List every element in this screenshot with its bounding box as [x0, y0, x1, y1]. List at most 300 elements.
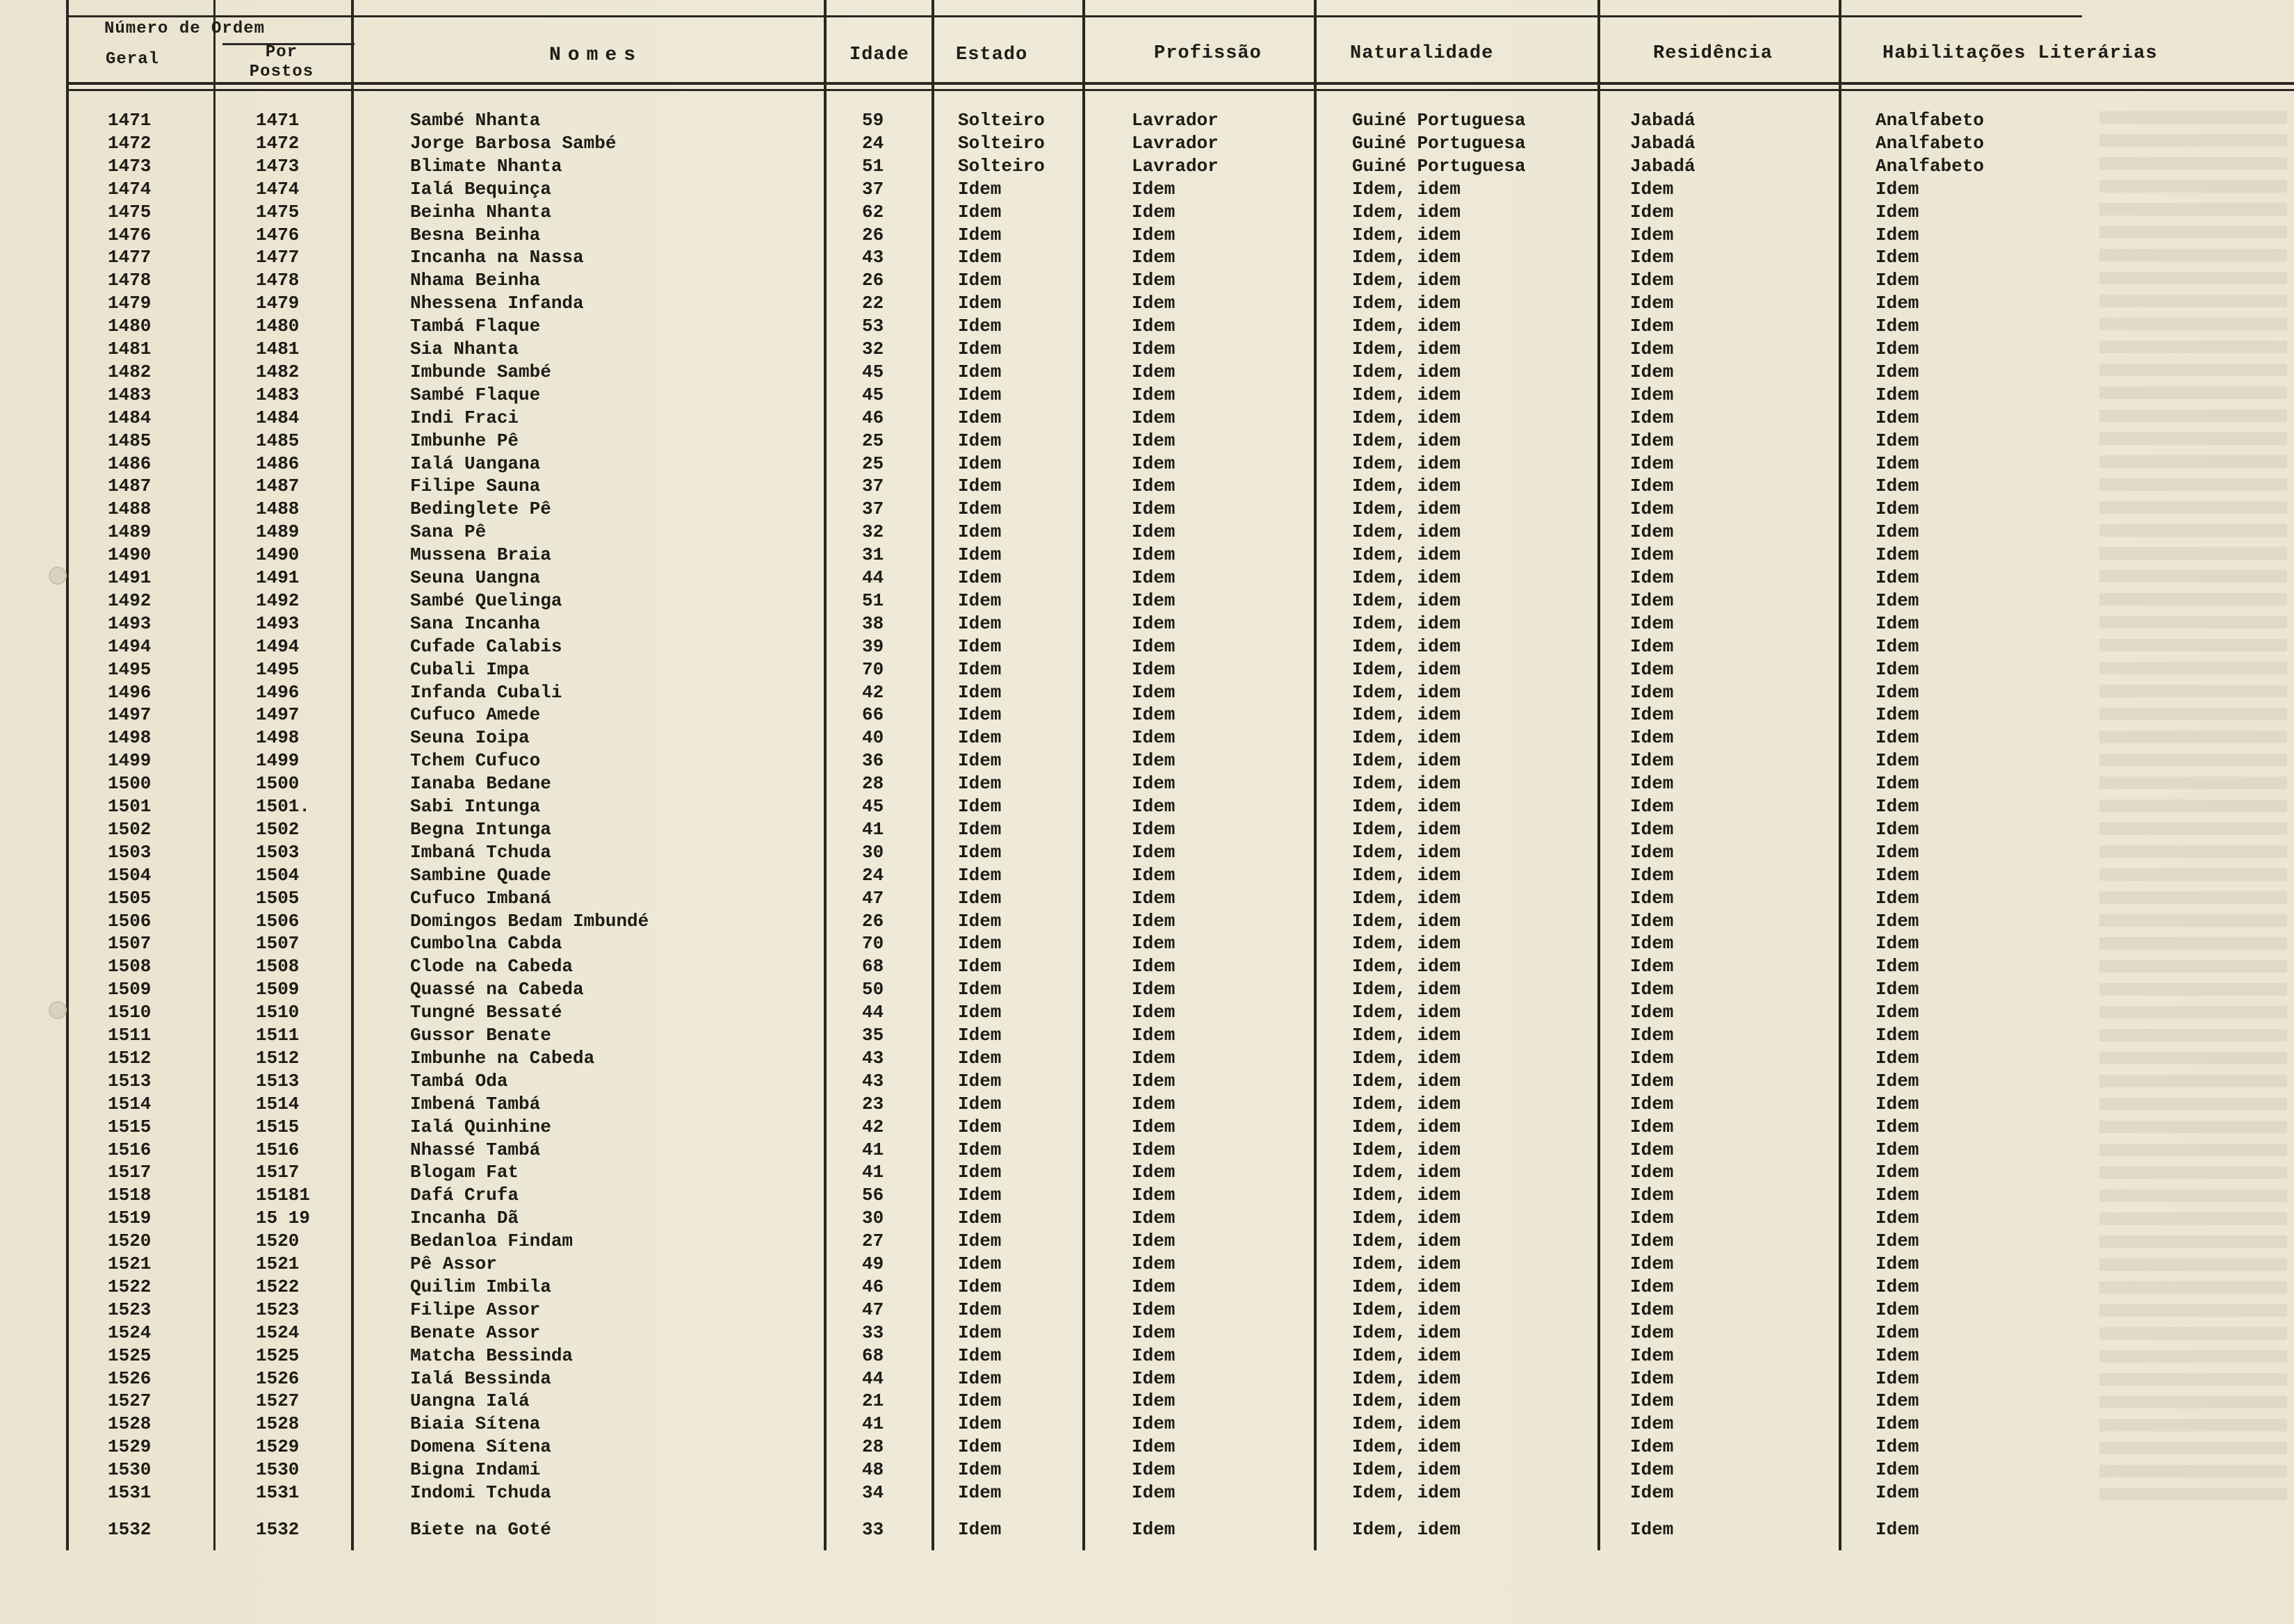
- cell-profession: Idem: [1132, 1116, 1176, 1137]
- cell-literacy: Idem: [1876, 224, 1919, 245]
- cell-name: Matcha Bessinda: [410, 1345, 574, 1366]
- cell-birthplace: Idem, idem: [1352, 635, 1461, 657]
- cell-birthplace: Idem, idem: [1352, 1047, 1461, 1069]
- table-row: [0, 1413, 2294, 1436]
- cell-age: 70: [862, 658, 884, 680]
- cell-birthplace: Idem, idem: [1352, 979, 1461, 1000]
- cell-age: 62: [862, 201, 884, 222]
- cell-entry-number-general: 1530: [108, 1459, 152, 1481]
- cell-name: Cufuco Imbaná: [410, 887, 551, 909]
- cell-birthplace: Idem, idem: [1352, 178, 1461, 200]
- cell-entry-number-general: 1500: [108, 773, 152, 795]
- cell-entry-number-general: 1503: [108, 841, 152, 863]
- cell-literacy: Idem: [1876, 430, 1919, 451]
- cell-name: Sana Pê: [410, 521, 487, 543]
- table-row: [0, 1208, 2294, 1231]
- cell-marital-status: Idem: [958, 1518, 1002, 1540]
- cell-birthplace: Idem, idem: [1352, 933, 1461, 955]
- cell-marital-status: Idem: [958, 1345, 1002, 1366]
- cell-name: Sabi Intunga: [410, 796, 541, 817]
- cell-literacy: Idem: [1876, 1367, 1919, 1389]
- cell-name: Indomi Tchuda: [410, 1482, 551, 1503]
- cell-entry-number-general: 1527: [108, 1390, 152, 1412]
- cell-name: Imbená Tambá: [410, 1093, 541, 1114]
- cell-entry-number-general: 1492: [108, 590, 152, 611]
- cell-residence: Idem: [1630, 796, 1674, 817]
- cell-entry-number-post: 1494: [256, 635, 300, 657]
- cell-residence: Idem: [1630, 612, 1674, 634]
- cell-birthplace: Idem, idem: [1352, 453, 1461, 474]
- cell-residence: Idem: [1630, 1139, 1674, 1160]
- cell-marital-status: Idem: [958, 1459, 1002, 1481]
- cell-entry-number-post: 1487: [256, 476, 300, 497]
- table-row: [0, 1322, 2294, 1345]
- cell-marital-status: Idem: [958, 1093, 1002, 1114]
- table-row: [0, 407, 2294, 430]
- cell-residence: Idem: [1630, 247, 1674, 268]
- cell-entry-number-post: 1488: [256, 498, 300, 520]
- cell-profession: Idem: [1132, 361, 1176, 382]
- cell-residence: Idem: [1630, 201, 1674, 222]
- cell-marital-status: Idem: [958, 293, 1002, 314]
- cell-entry-number-general: 1499: [108, 750, 152, 772]
- cell-entry-number-post: 1510: [256, 1002, 300, 1023]
- cell-name: Nhama Beinha: [410, 270, 541, 291]
- cell-birthplace: Idem, idem: [1352, 910, 1461, 932]
- cell-name: Dafá Crufa: [410, 1185, 519, 1206]
- cell-profession: Idem: [1132, 1413, 1176, 1435]
- table-row: [0, 1185, 2294, 1208]
- cell-literacy: Idem: [1876, 567, 1919, 588]
- cell-profession: Idem: [1132, 1047, 1176, 1069]
- cell-residence: Jabadá: [1630, 155, 1695, 177]
- cell-name: Imbunde Sambé: [410, 361, 551, 382]
- cell-name: Tungné Bessaté: [410, 1002, 562, 1023]
- cell-age: 37: [862, 178, 884, 200]
- cell-birthplace: Idem, idem: [1352, 224, 1461, 245]
- cell-entry-number-post: 1482: [256, 361, 300, 382]
- table-row: [0, 796, 2294, 819]
- cell-entry-number-post: 1499: [256, 750, 300, 772]
- cell-residence: Idem: [1630, 1413, 1674, 1435]
- cell-entry-number-post: 1483: [256, 384, 300, 405]
- cell-name: Filipe Sauna: [410, 476, 541, 497]
- cell-name: Sana Incanha: [410, 612, 541, 634]
- cell-entry-number-general: 1474: [108, 178, 152, 200]
- cell-residence: Idem: [1630, 1459, 1674, 1481]
- cell-name: Tambá Oda: [410, 1070, 508, 1091]
- cell-entry-number-general: 1475: [108, 201, 152, 222]
- cell-profession: Idem: [1132, 498, 1176, 520]
- cell-profession: Idem: [1132, 612, 1176, 634]
- cell-residence: Idem: [1630, 453, 1674, 474]
- header-estado: Estado: [956, 44, 1028, 65]
- cell-marital-status: Idem: [958, 1047, 1002, 1069]
- cell-residence: Idem: [1630, 430, 1674, 451]
- cell-age: 32: [862, 339, 884, 359]
- cell-profession: Idem: [1132, 270, 1176, 291]
- cell-entry-number-general: 1526: [108, 1367, 152, 1389]
- cell-profession: Idem: [1132, 933, 1176, 955]
- cell-literacy: Idem: [1876, 293, 1919, 314]
- cell-entry-number-post: 1521: [256, 1253, 300, 1274]
- cell-entry-number-general: 1482: [108, 361, 152, 382]
- cell-age: 50: [862, 979, 884, 1000]
- cell-entry-number-general: 1524: [108, 1322, 152, 1343]
- cell-profession: Idem: [1132, 1390, 1176, 1412]
- cell-profession: Lavrador: [1132, 155, 1219, 177]
- cell-name: Imbunhe Pê: [410, 430, 519, 451]
- cell-profession: Idem: [1132, 1518, 1176, 1540]
- cell-name: Indi Fraci: [410, 407, 519, 428]
- cell-age: 43: [862, 1070, 884, 1091]
- cell-residence: Idem: [1630, 933, 1674, 955]
- cell-entry-number-general: 1473: [108, 155, 152, 177]
- cell-residence: Idem: [1630, 407, 1674, 428]
- table-row: [0, 819, 2294, 842]
- table-row: [0, 1459, 2294, 1482]
- cell-marital-status: Idem: [958, 1025, 1002, 1046]
- table-row: [0, 613, 2294, 636]
- cell-profession: Idem: [1132, 590, 1176, 611]
- cell-birthplace: Idem, idem: [1352, 1070, 1461, 1091]
- cell-literacy: Idem: [1876, 1299, 1919, 1320]
- cell-entry-number-post: 1532: [256, 1518, 300, 1540]
- cell-profession: Idem: [1132, 453, 1176, 474]
- cell-profession: Idem: [1132, 1436, 1176, 1458]
- cell-entry-number-general: 1517: [108, 1162, 152, 1183]
- cell-entry-number-post: 1491: [256, 567, 300, 588]
- table-row: [0, 1162, 2294, 1185]
- cell-profession: Idem: [1132, 887, 1176, 909]
- cell-entry-number-general: 1501: [108, 796, 152, 817]
- table-row: [0, 1519, 2294, 1542]
- cell-name: Begna Intunga: [410, 818, 551, 840]
- cell-marital-status: Idem: [958, 1162, 1002, 1183]
- cell-entry-number-post: 1516: [256, 1139, 300, 1160]
- cell-birthplace: Idem, idem: [1352, 887, 1461, 909]
- cell-residence: Idem: [1630, 544, 1674, 566]
- header-top-rule: [66, 15, 2082, 17]
- cell-name: Pê Assor: [410, 1253, 497, 1274]
- cell-residence: Idem: [1630, 658, 1674, 680]
- cell-marital-status: Idem: [958, 1390, 1002, 1412]
- cell-marital-status: Idem: [958, 453, 1002, 474]
- table-row: [0, 270, 2294, 293]
- cell-age: 25: [862, 430, 884, 451]
- cell-age: 51: [862, 155, 884, 177]
- cell-profession: Idem: [1132, 384, 1176, 405]
- cell-literacy: Idem: [1876, 1025, 1919, 1046]
- cell-profession: Idem: [1132, 635, 1176, 657]
- cell-profession: Idem: [1132, 544, 1176, 566]
- cell-age: 41: [862, 1162, 884, 1183]
- cell-entry-number-post: 1478: [256, 270, 300, 291]
- cell-profession: Idem: [1132, 1162, 1176, 1183]
- table-row: [0, 590, 2294, 613]
- cell-entry-number-post: 1511: [256, 1025, 300, 1046]
- cell-entry-number-general: 1493: [108, 612, 152, 634]
- cell-marital-status: Idem: [958, 818, 1002, 840]
- cell-literacy: Idem: [1876, 247, 1919, 268]
- cell-entry-number-general: 1507: [108, 933, 152, 955]
- cell-marital-status: Idem: [958, 498, 1002, 520]
- cell-age: 70: [862, 933, 884, 955]
- cell-name: Ialá Quinhine: [410, 1116, 551, 1137]
- cell-literacy: Idem: [1876, 1116, 1919, 1137]
- cell-profession: Idem: [1132, 727, 1176, 749]
- cell-name: Quilim Imbila: [410, 1276, 551, 1297]
- cell-marital-status: Idem: [958, 224, 1002, 245]
- cell-birthplace: Idem, idem: [1352, 1185, 1461, 1206]
- table-row: [0, 430, 2294, 453]
- table-row: [0, 1253, 2294, 1276]
- cell-literacy: Idem: [1876, 612, 1919, 634]
- header-idade: Idade: [849, 44, 910, 65]
- cell-age: 46: [862, 1276, 884, 1297]
- cell-age: 48: [862, 1459, 884, 1481]
- cell-name: Benate Assor: [410, 1322, 541, 1343]
- cell-profession: Idem: [1132, 567, 1176, 588]
- cell-age: 38: [862, 612, 884, 634]
- cell-profession: Idem: [1132, 658, 1176, 680]
- cell-age: 26: [862, 270, 884, 291]
- cell-age: 34: [862, 1482, 884, 1503]
- cell-birthplace: Idem, idem: [1352, 864, 1461, 886]
- cell-marital-status: Idem: [958, 1482, 1002, 1503]
- cell-profession: Idem: [1132, 681, 1176, 703]
- cell-age: 68: [862, 1345, 884, 1366]
- cell-profession: Idem: [1132, 750, 1176, 772]
- cell-literacy: Idem: [1876, 887, 1919, 909]
- cell-entry-number-general: 1479: [108, 293, 152, 314]
- cell-entry-number-general: 1477: [108, 247, 152, 268]
- cell-birthplace: Idem, idem: [1352, 339, 1461, 359]
- cell-entry-number-general: 1510: [108, 1002, 152, 1023]
- table-row: [0, 476, 2294, 498]
- cell-entry-number-general: 1513: [108, 1070, 152, 1091]
- cell-name: Imbaná Tchuda: [410, 841, 551, 863]
- cell-literacy: Idem: [1876, 384, 1919, 405]
- table-row: [0, 293, 2294, 316]
- cell-entry-number-post: 1502: [256, 818, 300, 840]
- cell-entry-number-post: 1474: [256, 178, 300, 200]
- cell-residence: Idem: [1630, 293, 1674, 314]
- cell-name: Biaia Sítena: [410, 1413, 541, 1435]
- cell-entry-number-general: 1494: [108, 635, 152, 657]
- cell-entry-number-general: 1523: [108, 1299, 152, 1320]
- cell-name: Cumbolna Cabda: [410, 933, 562, 955]
- cell-literacy: Idem: [1876, 841, 1919, 863]
- cell-entry-number-general: 1506: [108, 910, 152, 932]
- table-row: [0, 362, 2294, 384]
- cell-marital-status: Idem: [958, 1276, 1002, 1297]
- cell-marital-status: Idem: [958, 1070, 1002, 1091]
- cell-entry-number-general: 1522: [108, 1276, 152, 1297]
- table-row: [0, 750, 2294, 773]
- cell-entry-number-general: 1516: [108, 1139, 152, 1160]
- cell-literacy: Idem: [1876, 796, 1919, 817]
- cell-literacy: Idem: [1876, 1482, 1919, 1503]
- cell-literacy: Idem: [1876, 864, 1919, 886]
- cell-literacy: Idem: [1876, 521, 1919, 543]
- cell-marital-status: Idem: [958, 704, 1002, 726]
- header-por-postos: Por Postos: [249, 43, 314, 81]
- table-row: [0, 682, 2294, 705]
- cell-residence: Idem: [1630, 1322, 1674, 1343]
- cell-marital-status: Idem: [958, 933, 1002, 955]
- cell-literacy: Idem: [1876, 1390, 1919, 1412]
- cell-age: 24: [862, 132, 884, 154]
- cell-entry-number-general: 1512: [108, 1047, 152, 1069]
- cell-residence: Idem: [1630, 1162, 1674, 1183]
- cell-birthplace: Idem, idem: [1352, 1002, 1461, 1023]
- cell-age: 43: [862, 247, 884, 268]
- cell-birthplace: Idem, idem: [1352, 773, 1461, 795]
- cell-birthplace: Idem, idem: [1352, 430, 1461, 451]
- cell-literacy: Idem: [1876, 933, 1919, 955]
- cell-age: 25: [862, 453, 884, 474]
- table-row: [0, 1345, 2294, 1368]
- cell-residence: Idem: [1630, 590, 1674, 611]
- table-row: [0, 179, 2294, 202]
- cell-birthplace: Idem, idem: [1352, 1299, 1461, 1320]
- cell-name: Biete na Goté: [410, 1518, 551, 1540]
- cell-birthplace: Idem, idem: [1352, 1482, 1461, 1503]
- cell-marital-status: Idem: [958, 201, 1002, 222]
- cell-residence: Idem: [1630, 750, 1674, 772]
- cell-birthplace: Idem, idem: [1352, 1367, 1461, 1389]
- table-row: [0, 1071, 2294, 1094]
- cell-marital-status: Idem: [958, 956, 1002, 977]
- cell-entry-number-post: 1505: [256, 887, 300, 909]
- cell-marital-status: Idem: [958, 658, 1002, 680]
- cell-literacy: Idem: [1876, 635, 1919, 657]
- cell-entry-number-post: 1495: [256, 658, 300, 680]
- cell-profession: Idem: [1132, 910, 1176, 932]
- cell-profession: Idem: [1132, 841, 1176, 863]
- cell-entry-number-general: 1515: [108, 1116, 152, 1137]
- cell-age: 40: [862, 727, 884, 749]
- cell-literacy: Idem: [1876, 1459, 1919, 1481]
- table-row: [0, 544, 2294, 567]
- cell-birthplace: Idem, idem: [1352, 293, 1461, 314]
- header-naturalidade: Naturalidade: [1350, 43, 1494, 64]
- cell-birthplace: Idem, idem: [1352, 1436, 1461, 1458]
- cell-profession: Idem: [1132, 1093, 1176, 1114]
- cell-entry-number-post: 1484: [256, 407, 300, 428]
- cell-marital-status: Idem: [958, 430, 1002, 451]
- cell-age: 59: [862, 110, 884, 131]
- cell-marital-status: Idem: [958, 750, 1002, 772]
- cell-marital-status: Idem: [958, 1185, 1002, 1206]
- cell-profession: Idem: [1132, 430, 1176, 451]
- cell-literacy: Idem: [1876, 1436, 1919, 1458]
- cell-literacy: Idem: [1876, 201, 1919, 222]
- cell-entry-number-general: 1476: [108, 224, 152, 245]
- cell-birthplace: Idem, idem: [1352, 1231, 1461, 1252]
- cell-age: 68: [862, 956, 884, 977]
- cell-age: 28: [862, 1436, 884, 1458]
- cell-entry-number-post: 1524: [256, 1322, 300, 1343]
- cell-profession: Idem: [1132, 1185, 1176, 1206]
- cell-age: 47: [862, 887, 884, 909]
- cell-profession: Idem: [1132, 864, 1176, 886]
- cell-name: Seuna Ioipa: [410, 727, 530, 749]
- table-row: [0, 384, 2294, 407]
- cell-name: Nhessena Infanda: [410, 293, 584, 314]
- table-row: [0, 316, 2294, 339]
- table-row: [0, 865, 2294, 888]
- cell-birthplace: Idem, idem: [1352, 1276, 1461, 1297]
- table-row: [0, 1048, 2294, 1071]
- cell-profession: Lavrador: [1132, 132, 1219, 154]
- cell-marital-status: Idem: [958, 384, 1002, 405]
- cell-residence: Idem: [1630, 979, 1674, 1000]
- cell-marital-status: Idem: [958, 1436, 1002, 1458]
- cell-entry-number-general: 1471: [108, 110, 152, 131]
- cell-birthplace: Idem, idem: [1352, 1459, 1461, 1481]
- cell-birthplace: Idem, idem: [1352, 247, 1461, 268]
- cell-literacy: Idem: [1876, 544, 1919, 566]
- cell-literacy: Idem: [1876, 1253, 1919, 1274]
- cell-profession: Idem: [1132, 704, 1176, 726]
- cell-entry-number-general: 1531: [108, 1482, 152, 1503]
- cell-age: 45: [862, 384, 884, 405]
- cell-entry-number-general: 1495: [108, 658, 152, 680]
- cell-literacy: Idem: [1876, 1162, 1919, 1183]
- cell-birthplace: Idem, idem: [1352, 1093, 1461, 1114]
- cell-name: Blimate Nhanta: [410, 155, 562, 177]
- cell-residence: Idem: [1630, 1390, 1674, 1412]
- header-bottom-rule-2: [66, 89, 2294, 91]
- cell-birthplace: Idem, idem: [1352, 544, 1461, 566]
- cell-entry-number-post: 1531: [256, 1482, 300, 1503]
- cell-name: Infanda Cubali: [410, 681, 562, 703]
- cell-entry-number-general: 1509: [108, 979, 152, 1000]
- cell-entry-number-general: 1484: [108, 407, 152, 428]
- cell-entry-number-post: 1481: [256, 339, 300, 359]
- cell-profession: Idem: [1132, 956, 1176, 977]
- cell-entry-number-general: 1505: [108, 887, 152, 909]
- cell-profession: Idem: [1132, 1070, 1176, 1091]
- cell-entry-number-post: 1473: [256, 155, 300, 177]
- cell-marital-status: Idem: [958, 1116, 1002, 1137]
- cell-entry-number-general: 1502: [108, 818, 152, 840]
- table-row: [0, 1139, 2294, 1162]
- table-row: [0, 704, 2294, 727]
- cell-literacy: Idem: [1876, 1231, 1919, 1252]
- cell-entry-number-general: 1511: [108, 1025, 152, 1046]
- cell-birthplace: Idem, idem: [1352, 841, 1461, 863]
- cell-residence: Idem: [1630, 178, 1674, 200]
- cell-age: 53: [862, 316, 884, 337]
- cell-entry-number-post: 1513: [256, 1070, 300, 1091]
- cell-birthplace: Idem, idem: [1352, 796, 1461, 817]
- cell-entry-number-post: 1526: [256, 1367, 300, 1389]
- cell-name: Gussor Benate: [410, 1025, 551, 1046]
- cell-entry-number-post: 1520: [256, 1231, 300, 1252]
- cell-entry-number-post: 1517: [256, 1162, 300, 1183]
- cell-literacy: Idem: [1876, 1413, 1919, 1435]
- cell-age: 31: [862, 544, 884, 566]
- table-row: [0, 911, 2294, 934]
- cell-birthplace: Idem, idem: [1352, 270, 1461, 291]
- table-row: [0, 156, 2294, 179]
- cell-age: 56: [862, 1185, 884, 1206]
- cell-entry-number-post: 1477: [256, 247, 300, 268]
- cell-residence: Idem: [1630, 498, 1674, 520]
